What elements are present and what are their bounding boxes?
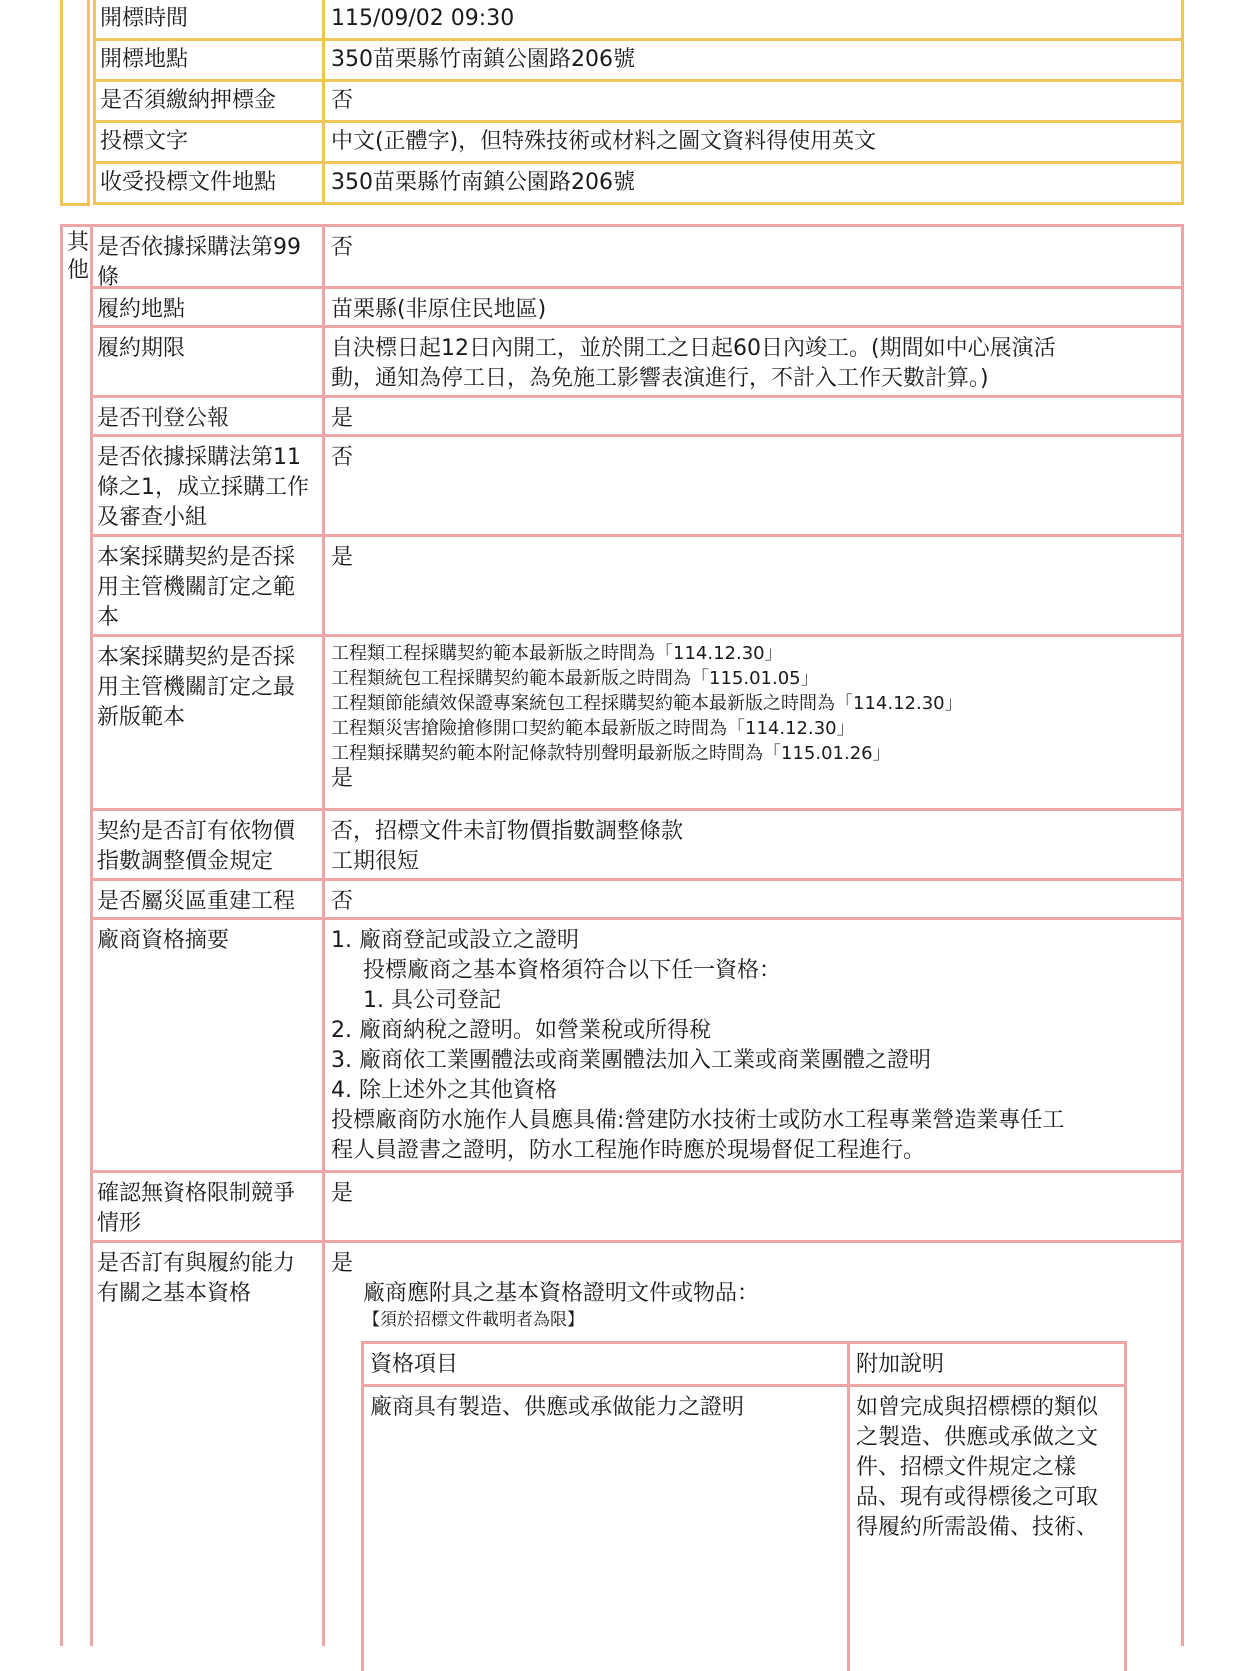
- template-version-line: 工程類工程採購契約範本最新版之時間為「114.12.30」: [331, 643, 783, 664]
- field-label: 本案採購契約是否採用主管機關訂定之範本: [93, 537, 325, 634]
- notes-line: 品、現有或得標後之可取: [856, 1485, 1099, 1510]
- field-label: 廠商資格摘要: [93, 920, 325, 1170]
- field-value: 115/09/02 09:30: [331, 6, 515, 31]
- info-row-disaster-reconstruction: [93, 881, 1184, 920]
- text-line: 動，通知為停工日，為免施工影響表演進行，不計入工作天數計算。): [331, 366, 989, 391]
- notes-line: 之製造、供應或承做之文: [856, 1425, 1099, 1450]
- field-label: 履約期限: [93, 328, 325, 395]
- info-row-article-11-1: [93, 437, 1184, 537]
- template-version-line: 工程類採購契約範本附記條款特別聲明最新版之時間為「115.01.26」: [331, 743, 891, 764]
- column-header-notes: 附加說明: [856, 1352, 945, 1377]
- qualification-line: 投標廠商之基本資格須符合以下任一資格：: [363, 958, 782, 983]
- info-row-contract-template: [93, 537, 1184, 637]
- field-label: 是否屬災區重建工程: [93, 881, 325, 917]
- field-value: 中文(正體字)，但特殊技術或材料之圖文資料得使用英文: [331, 129, 877, 154]
- info-row-latest-template: [93, 637, 1184, 811]
- info-row-gazette: [93, 398, 1184, 437]
- text-line: 自決標日起12日內開工，並於開工之日起60日內竣工。(期間如中心展演活: [331, 336, 1056, 361]
- template-version-line: 工程類統包工程採購契約範本最新版之時間為「115.01.05」: [331, 668, 819, 689]
- field-value: [325, 328, 1181, 395]
- info-row-opening-time: [93, 0, 1184, 41]
- field-label: 是否依據採購法第99條: [93, 227, 325, 286]
- field-value: 是: [331, 406, 354, 431]
- field-label: 是否訂有與履約能力有關之基本資格: [93, 1243, 325, 1646]
- field-label: 開標地點: [93, 41, 325, 79]
- qualification-line: 3. 廠商依工業團體法或商業團體法加入工業或商業團體之證明: [331, 1048, 931, 1073]
- qualification-line: 程人員證書之證明，防水工程施作時應於現場督促工程進行。: [331, 1138, 926, 1163]
- answer-text: 是: [331, 1251, 354, 1276]
- qualification-note: 【須於招標文件載明者為限】: [363, 1310, 584, 1330]
- text-line: 工期很短: [331, 849, 420, 874]
- qualification-documents-table: [361, 1341, 1127, 1671]
- field-label: 是否依據採購法第11條之1，成立採購工作及審查小組: [93, 437, 325, 534]
- qualification-item-cell: 廠商具有製造、供應或承做能力之證明: [364, 1387, 850, 1671]
- field-value: [325, 637, 1181, 808]
- field-value: [325, 1243, 1181, 1646]
- field-value: [325, 920, 1181, 1170]
- field-label: 本案採購契約是否採用主管機關訂定之最新版範本: [93, 637, 325, 808]
- field-label: 履約地點: [93, 289, 325, 325]
- info-row-performance-location: [93, 289, 1184, 328]
- qualification-line: 4. 除上述外之其他資格: [331, 1078, 557, 1103]
- qualification-line: 1. 具公司登記: [363, 988, 501, 1013]
- column-header-item: 資格項目: [364, 1344, 850, 1384]
- field-value: [325, 811, 1181, 878]
- text-line: 否，招標文件未訂物價指數調整條款: [331, 819, 684, 844]
- field-value: 是: [331, 545, 354, 570]
- notes-line: 如曾完成與招標標的類似: [856, 1395, 1099, 1420]
- field-value: 350苗栗縣竹南鎮公園路206號: [331, 170, 635, 195]
- info-row-opening-location: [93, 41, 1184, 82]
- qualification-line: 2. 廠商納稅之證明。如營業稅或所得稅: [331, 1018, 711, 1043]
- opening-info-section: [60, 0, 1184, 209]
- table-header-row: [364, 1344, 1124, 1387]
- others-section-sidebar: [60, 227, 93, 1646]
- info-row-basic-qualification: [93, 1243, 1184, 1646]
- field-value: 是: [331, 1181, 354, 1206]
- field-value: 否: [331, 445, 354, 470]
- field-label: 確認無資格限制競爭情形: [93, 1173, 325, 1240]
- qualification-intro: 廠商應附具之基本資格證明文件或物品：: [363, 1281, 760, 1306]
- qualification-line: 1. 廠商登記或設立之證明: [331, 928, 579, 953]
- others-section: [60, 224, 1184, 1646]
- info-row-vendor-qualification-summary: [93, 920, 1184, 1173]
- template-version-line: 工程類節能績效保證專案統包工程採購契約範本最新版之時間為「114.12.30」: [331, 693, 963, 714]
- field-value: 否: [331, 235, 354, 260]
- notes-line: 得履約所需設備、技術、: [856, 1515, 1099, 1540]
- info-row-no-restriction-confirmation: [93, 1173, 1184, 1243]
- table-row: [364, 1387, 1124, 1671]
- qualification-notes-cell: [850, 1387, 1124, 1671]
- qualification-line: 投標廠商防水施作人員應具備:營建防水技術士或防水工程專業營造業專任工: [331, 1108, 1065, 1133]
- field-value: 否: [331, 889, 354, 914]
- field-label: 開標時間: [93, 0, 325, 38]
- field-value: 350苗栗縣竹南鎮公園路206號: [331, 47, 635, 72]
- info-row-performance-period: [93, 328, 1184, 398]
- field-label: 投標文字: [93, 123, 325, 161]
- field-label: 是否刊登公報: [93, 398, 325, 434]
- opening-section-sidebar: [60, 0, 90, 206]
- template-answer: 是: [331, 766, 354, 791]
- field-label: 收受投標文件地點: [93, 164, 325, 202]
- field-label: 契約是否訂有依物價指數調整價金規定: [93, 811, 325, 878]
- info-row-bid-language: [93, 123, 1184, 164]
- field-value: 否: [331, 88, 354, 113]
- info-row-price-index-adjustment: [93, 811, 1184, 881]
- info-row-article-99: [93, 227, 1184, 289]
- template-version-line: 工程類災害搶險搶修開口契約範本最新版之時間為「114.12.30」: [331, 718, 855, 739]
- others-section-label: 其他: [66, 230, 89, 283]
- info-row-bid-bond: [93, 82, 1184, 123]
- field-label: 是否須繳納押標金: [93, 82, 325, 120]
- notes-line: 件、招標文件規定之樣: [856, 1455, 1077, 1480]
- field-value: 苗栗縣(非原住民地區): [331, 297, 547, 322]
- info-row-bid-receipt-location: [93, 164, 1184, 205]
